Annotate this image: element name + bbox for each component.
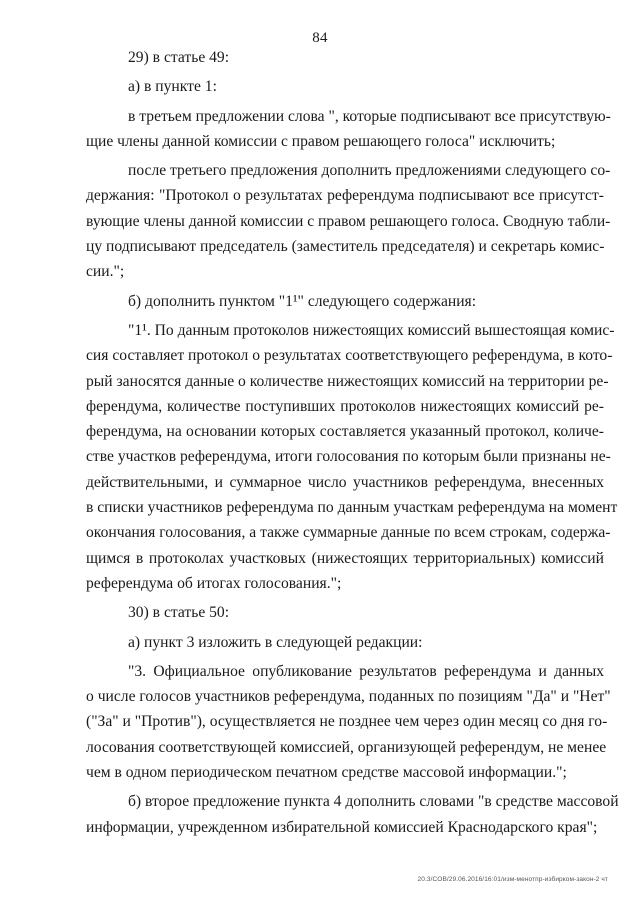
text-line: действительными, и суммарное число участников референдума, внесенных xyxy=(86,473,604,491)
text-line: 29) в статье 49: xyxy=(128,49,230,66)
text-line: ферендума, на основании которых составляется указанный протокол, количе- xyxy=(86,423,604,441)
text-line: чем в одном периодическом печатном средстве массовой информации."; xyxy=(86,764,567,782)
text-line: лосования соответствующей комиссией, организующей референдум, не менее xyxy=(86,738,607,756)
paragraph xyxy=(86,74,604,99)
text-line: а) пункт 3 изложить в следующей редакции: xyxy=(128,633,423,651)
text-line: стве участков референдума, итоги голосования по которым были признаны не- xyxy=(86,448,611,466)
text-line: о числе голосов участников референдума, поданных по позициям "Да" и "Нет" xyxy=(86,688,611,706)
text-line: референдума об итогах голосования."; xyxy=(86,574,342,592)
text-line: информации, учрежденном избирательной комиссией Краснодарского края"; xyxy=(86,818,598,836)
text-line: сия составляет протокол о результатах соответствующего референдума, в кото- xyxy=(86,347,613,365)
paragraph xyxy=(86,789,619,840)
text-line: б) второе предложение пункта 4 дополнить словами "в средстве массовой xyxy=(128,793,619,811)
text-line: окончания голосования, а также суммарные данные по всем строкам, содержа- xyxy=(86,524,611,542)
text-line: вующие члены данной комиссии с правом решающего голоса. Сводную табли- xyxy=(86,212,611,230)
text-line: 30) в статье 50: xyxy=(128,604,230,622)
text-line: "3. Официальное опубликование результатов референдума и данных xyxy=(128,662,604,680)
text-line: "1¹. По данным протоколов нижестоящих комиссий вышестоящая комис- xyxy=(128,321,615,339)
paragraph xyxy=(86,318,618,596)
page-number: 84 xyxy=(312,30,328,46)
document-body xyxy=(86,45,619,840)
text-line: в списки участников референдума по данным участкам референдума на момент xyxy=(86,499,618,517)
paragraph xyxy=(86,600,604,625)
text-line: в третьем предложении слова ", которые подписывают все присутствую- xyxy=(128,107,611,125)
paragraph xyxy=(86,630,604,655)
text-line: сии."; xyxy=(86,263,125,281)
text-line: рый заносятся данные о количестве нижестоящих комиссий на территории ре- xyxy=(86,372,609,390)
text-line: щимся в протоколах участковых (нижестоящих территориальных) комиссий xyxy=(86,549,604,567)
paragraph xyxy=(86,659,611,785)
paragraph xyxy=(86,289,604,314)
text-line: ("За" и "Против"), осуществляется не позднее чем через один месяц со дня го- xyxy=(86,713,608,731)
text-line: цу подписывают председатель (заместитель председателя) и секретарь комис- xyxy=(86,238,605,256)
paragraph xyxy=(86,45,604,70)
text-line: после третьего предложения дополнить предложениями следующего со- xyxy=(128,162,611,180)
text-line: держания: "Протокол о результатах референдума подписывают все присутст- xyxy=(86,187,604,205)
text-line: б) дополнить пунктом "1¹" следующего содержания: xyxy=(128,292,477,310)
text-line: ферендума, количестве поступивших протоколов нижестоящих комиссий ре- xyxy=(86,397,604,415)
paragraph xyxy=(86,104,611,155)
text-line: щие члены данной комиссии с правом решающего голоса" исключить; xyxy=(86,132,556,150)
text-line: а) в пункте 1: xyxy=(128,78,217,96)
footer-file-stamp: 20.3/COB/29.06.2016/16:01/изм-менотпр-избирком-закон-2 чт xyxy=(417,876,608,883)
paragraph xyxy=(86,158,611,284)
